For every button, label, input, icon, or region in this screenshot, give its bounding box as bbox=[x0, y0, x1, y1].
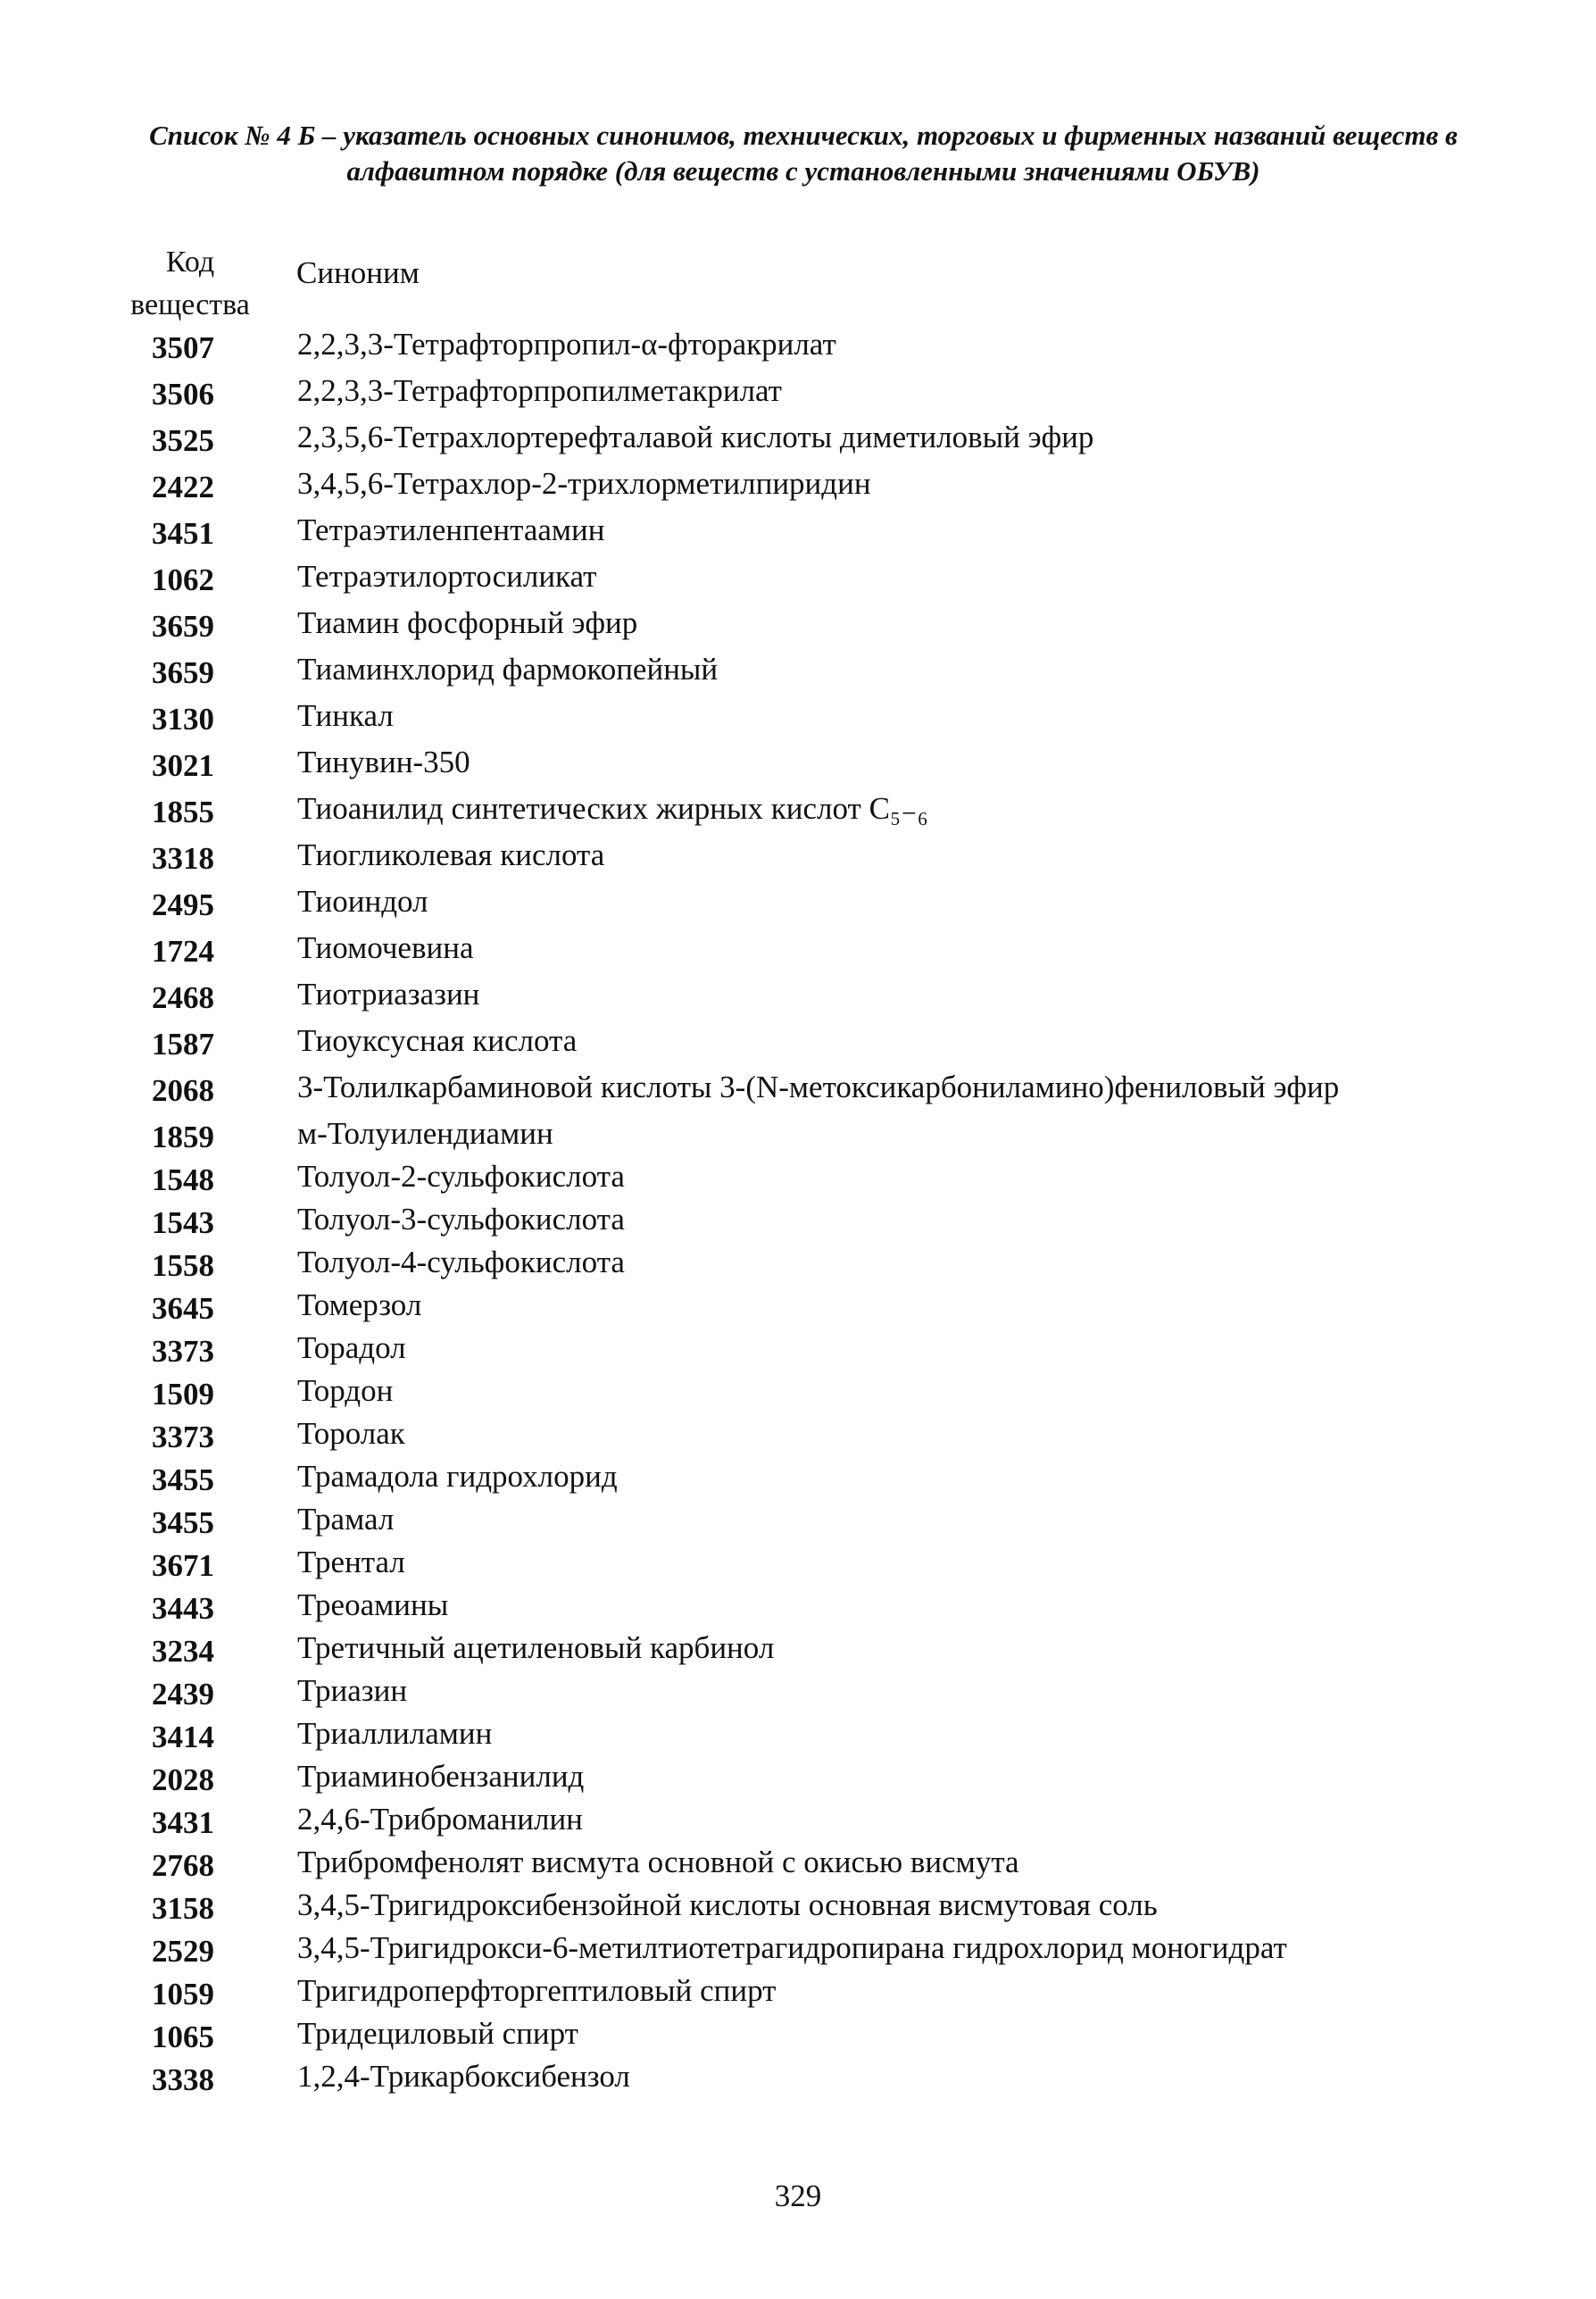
table-row bbox=[0, 416, 1596, 459]
synonym-name: Тордон bbox=[297, 1373, 394, 1408]
synonym-name: Трамадола гидрохлорид bbox=[297, 1459, 618, 1494]
synonym-name: Триазин bbox=[297, 1673, 408, 1708]
substance-code: 3451 bbox=[152, 516, 214, 551]
synonym-name: 3,4,5-Тригидрокси-6-метилтиотетрагидропирана гидрохлорид моногидрат bbox=[297, 1930, 1287, 1965]
table-row bbox=[0, 1927, 1596, 1970]
table-row bbox=[0, 370, 1596, 412]
column-header-code-line-1: Код bbox=[165, 246, 215, 279]
substance-code: 2422 bbox=[152, 470, 214, 504]
synonym-name: 2,2,3,3-Тетрафторпропилметакрилат bbox=[297, 373, 782, 408]
substance-code: 3645 bbox=[152, 1291, 214, 1326]
substance-code: 3507 bbox=[152, 330, 214, 365]
synonym-name: Тинкал bbox=[297, 698, 394, 733]
substance-code: 3659 bbox=[152, 655, 214, 690]
substance-code: 1855 bbox=[152, 795, 214, 829]
table-row bbox=[0, 1670, 1596, 1712]
table-row bbox=[0, 880, 1596, 923]
table-row bbox=[0, 1112, 1596, 1155]
synonym-name: Тетраэтилортосиликат bbox=[297, 559, 597, 594]
substance-code: 3671 bbox=[152, 1548, 214, 1583]
synonym-name: Тиаминхлорид фармокопейный bbox=[297, 652, 719, 687]
substance-code: 2468 bbox=[152, 980, 214, 1015]
column-header-code bbox=[105, 241, 275, 327]
synonym-name: Толуол-4-сульфокислота bbox=[297, 1245, 625, 1279]
substance-code: 3659 bbox=[152, 609, 214, 644]
table-row bbox=[0, 2055, 1596, 2098]
synonym-name: 3-Толилкарбаминовой кислоты 3-(N-метоксикарбониламино)фениловый эфир bbox=[297, 1070, 1340, 1104]
title-line-2: алфавитном порядке (для веществ с установленными значениями ОБУВ) bbox=[346, 155, 1260, 187]
synonym-name: Трибромфенолят висмута основной с окисью висмута bbox=[297, 1845, 1019, 1879]
substance-code: 1509 bbox=[152, 1377, 214, 1412]
table-row bbox=[0, 2012, 1596, 2055]
table-row bbox=[0, 1370, 1596, 1412]
page-number: 329 bbox=[774, 2178, 822, 2213]
substance-code: 1558 bbox=[152, 1248, 214, 1283]
table-row bbox=[0, 1627, 1596, 1670]
table-row bbox=[0, 1755, 1596, 1798]
list-title bbox=[89, 118, 1517, 189]
synonym-name: Триаминобензанилид bbox=[297, 1759, 585, 1794]
substance-code: 3373 bbox=[152, 1420, 214, 1454]
substance-code: 2768 bbox=[152, 1848, 214, 1883]
synonym-name: Томерзол bbox=[297, 1287, 422, 1322]
table-row bbox=[0, 323, 1596, 366]
table-row bbox=[0, 1712, 1596, 1755]
synonym-name: Толуол-3-сульфокислота bbox=[297, 1202, 625, 1237]
substance-code: 3455 bbox=[152, 1505, 214, 1540]
table-row bbox=[0, 1020, 1596, 1062]
substance-code: 1543 bbox=[152, 1205, 214, 1240]
table-row bbox=[0, 1241, 1596, 1284]
synonym-name: Тиотриазазин bbox=[297, 977, 480, 1012]
table-row bbox=[0, 1541, 1596, 1584]
substance-code: 1059 bbox=[152, 1977, 214, 2012]
substance-code: 2439 bbox=[152, 1677, 214, 1712]
substance-code: 3431 bbox=[152, 1805, 214, 1840]
substance-code: 3318 bbox=[152, 841, 214, 876]
synonym-name: Тридециловый спирт bbox=[297, 2016, 578, 2051]
synonym-name: Тиоиндол bbox=[297, 884, 428, 919]
synonym-name: 2,4,6-Триброманилин bbox=[297, 1802, 583, 1837]
table-row bbox=[0, 927, 1596, 970]
table-row bbox=[0, 555, 1596, 598]
synonym-name: Толуол-2-сульфокислота bbox=[297, 1159, 625, 1194]
substance-code: 3455 bbox=[152, 1462, 214, 1497]
substance-code: 3373 bbox=[152, 1334, 214, 1369]
table-row bbox=[0, 1412, 1596, 1455]
table-row bbox=[0, 1884, 1596, 1927]
table-row bbox=[0, 1970, 1596, 2012]
synonym-name: Тинувин-350 bbox=[297, 745, 470, 779]
substance-code: 3021 bbox=[152, 748, 214, 783]
synonym-name: Тетраэтиленпентаамин bbox=[297, 512, 605, 547]
substance-code: 1062 bbox=[152, 562, 214, 597]
synonym-name: Треоамины bbox=[297, 1587, 449, 1622]
table-row bbox=[0, 1284, 1596, 1327]
column-header-code-line-2: вещества bbox=[130, 288, 250, 321]
table-row bbox=[0, 1327, 1596, 1370]
synonym-name: Торолак bbox=[297, 1416, 405, 1451]
table-row bbox=[0, 509, 1596, 552]
synonym-name: 3,4,5-Тригидроксибензойной кислоты основная висмутовая соль bbox=[297, 1887, 1158, 1922]
table-row bbox=[0, 695, 1596, 737]
synonym-name: Тиомочевина bbox=[297, 930, 474, 965]
synonym-name: Тиоуксусная кислота bbox=[297, 1023, 578, 1058]
table-row bbox=[0, 1155, 1596, 1198]
table-row bbox=[0, 1584, 1596, 1627]
table-row bbox=[0, 462, 1596, 505]
table-row bbox=[0, 741, 1596, 784]
substance-code: 2068 bbox=[152, 1073, 214, 1108]
table-row bbox=[0, 1066, 1596, 1109]
table-row bbox=[0, 602, 1596, 645]
synonym-name: 2,3,5,6-Тетрахлортерефталавой кислоты диметиловый эфир bbox=[297, 420, 1094, 454]
table-row bbox=[0, 1798, 1596, 1841]
substance-code: 3506 bbox=[152, 377, 214, 412]
substance-code: 2529 bbox=[152, 1934, 214, 1969]
substance-code: 3525 bbox=[152, 423, 214, 458]
synonym-name: Тиогликолевая кислота bbox=[297, 837, 605, 872]
synonym-name: Тиамин фосфорный эфир bbox=[297, 605, 638, 640]
synonym-name: Третичный ацетиленовый карбинол bbox=[297, 1630, 775, 1665]
substance-code: 1587 bbox=[152, 1027, 214, 1062]
synonym-name: 3,4,5,6-Тетрахлор-2-трихлорметилпиридин bbox=[297, 466, 871, 501]
synonym-name: Триаллиламин bbox=[297, 1716, 493, 1751]
substance-code: 3158 bbox=[152, 1891, 214, 1926]
synonym-name: Тиоанилид синтетических жирных кислот C₅₋₆ bbox=[297, 791, 928, 826]
substance-code: 3130 bbox=[152, 702, 214, 737]
title-line-1: Список № 4 Б – указатель основных синонимов, технических, торговых и фирменных названий веществ в bbox=[149, 120, 1458, 151]
substance-code: 1065 bbox=[152, 2020, 214, 2054]
synonym-name: м-Толуилендиамин bbox=[297, 1116, 553, 1151]
synonym-name: 1,2,4-Трикарбоксибензол bbox=[297, 2059, 630, 2094]
substance-code: 1548 bbox=[152, 1162, 214, 1197]
synonym-name: Трамал bbox=[297, 1502, 395, 1537]
table-row bbox=[0, 973, 1596, 1016]
synonym-name: Тригидроперфторгептиловый спирт bbox=[297, 1973, 777, 2008]
table-row bbox=[0, 1198, 1596, 1241]
substance-code: 3338 bbox=[152, 2062, 214, 2097]
table-row bbox=[0, 1841, 1596, 1884]
table-row bbox=[0, 834, 1596, 877]
synonym-name: 2,2,3,3-Тетрафторпропил-α-фторакрилат bbox=[297, 327, 836, 362]
table-row bbox=[0, 648, 1596, 691]
substance-code: 1859 bbox=[152, 1120, 214, 1154]
column-header-synonym: Синоним bbox=[296, 255, 420, 290]
table-row bbox=[0, 787, 1596, 830]
substance-code: 2495 bbox=[152, 887, 214, 922]
table-row bbox=[0, 1455, 1596, 1498]
substance-code: 3414 bbox=[152, 1720, 214, 1754]
substance-code: 3234 bbox=[152, 1634, 214, 1669]
substance-code: 1724 bbox=[152, 934, 214, 969]
synonym-name: Трентал bbox=[297, 1545, 405, 1579]
synonym-name: Торадол bbox=[297, 1330, 406, 1365]
substance-code: 3443 bbox=[152, 1591, 214, 1626]
substance-code: 2028 bbox=[152, 1762, 214, 1797]
table-row bbox=[0, 1498, 1596, 1541]
